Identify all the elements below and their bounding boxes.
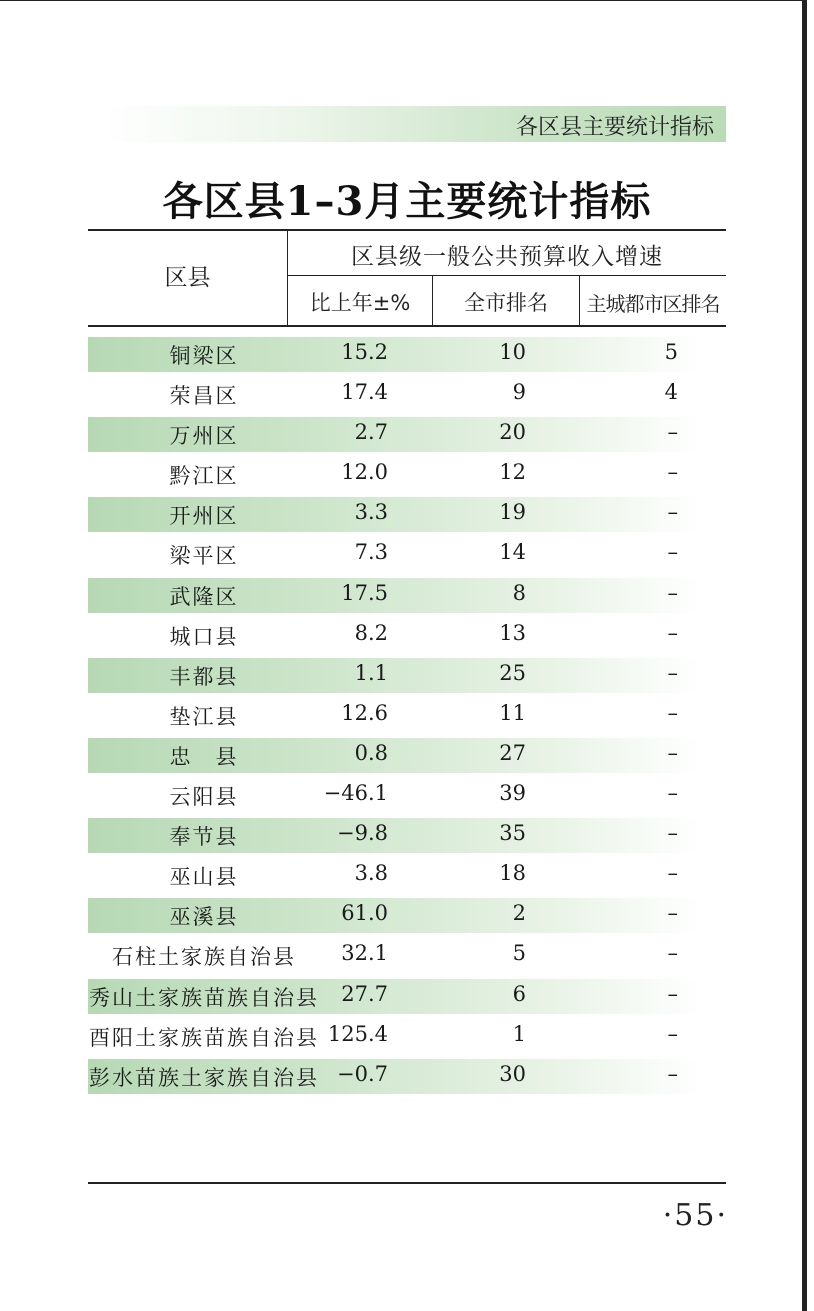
district-name-cell: 奉节县 — [169, 825, 239, 850]
city-rank-cell: 9 — [512, 380, 526, 405]
main-city-rank-cell: – — [667, 740, 678, 765]
table-row — [88, 377, 726, 417]
header-growth-percent: 比上年±% — [309, 291, 411, 315]
growth-percent-cell: 2.7 — [354, 420, 388, 445]
main-city-rank-cell: – — [667, 981, 678, 1006]
city-rank-cell: 12 — [499, 460, 526, 485]
city-rank-cell: 20 — [499, 420, 526, 445]
table-row — [88, 537, 726, 577]
city-rank-cell: 35 — [499, 821, 526, 846]
table-row — [88, 457, 726, 497]
main-city-rank-cell: – — [667, 700, 678, 725]
district-name-cell: 秀山土家族苗族自治县 — [89, 985, 319, 1010]
city-rank-cell: 10 — [499, 340, 526, 364]
growth-percent-cell: 12.6 — [341, 700, 388, 725]
district-name-cell: 城口县 — [169, 624, 239, 649]
header-bottom-rule — [88, 325, 726, 327]
growth-percent-cell: 17.5 — [341, 580, 388, 605]
district-name-cell: 黔江区 — [169, 464, 239, 489]
main-city-rank-cell: – — [667, 460, 678, 485]
city-rank-cell: 13 — [499, 620, 526, 645]
district-name-cell: 垫江县 — [169, 704, 239, 729]
main-city-rank-cell: – — [667, 580, 678, 605]
city-rank-cell: 5 — [512, 941, 526, 966]
main-city-rank-cell: – — [667, 660, 678, 685]
main-city-rank-cell: – — [667, 1061, 678, 1086]
main-city-rank-cell: – — [667, 861, 678, 886]
district-name-cell: 忠 县 — [169, 744, 239, 769]
header-mid-rule — [288, 275, 726, 276]
district-name-cell: 铜梁区 — [169, 344, 239, 368]
table-row — [88, 738, 726, 778]
district-name-cell: 石柱土家族自治县 — [112, 945, 296, 970]
district-name-cell: 彭水苗族土家族自治县 — [89, 1065, 319, 1090]
main-city-rank-cell: – — [667, 420, 678, 445]
table-row — [88, 658, 726, 698]
growth-percent-cell: 15.2 — [341, 340, 388, 364]
main-city-rank-cell: – — [667, 821, 678, 846]
growth-percent-cell: −0.7 — [337, 1061, 388, 1086]
city-rank-cell: 18 — [499, 861, 526, 886]
main-city-rank-cell: – — [667, 1021, 678, 1046]
table-body — [88, 337, 726, 1099]
growth-percent-cell: 17.4 — [341, 380, 388, 405]
growth-percent-cell: −46.1 — [323, 781, 388, 806]
growth-percent-cell: 0.8 — [354, 740, 388, 765]
district-name-cell: 武隆区 — [169, 584, 239, 609]
growth-percent-cell: 61.0 — [341, 901, 388, 926]
header-budget-growth: 区县级一般公共预算收入增速 — [351, 244, 663, 270]
table-row — [88, 898, 726, 938]
growth-percent-cell: 125.4 — [327, 1021, 388, 1046]
growth-percent-cell: −9.8 — [337, 821, 388, 846]
table-row — [88, 1019, 726, 1059]
district-name-cell: 酉阳土家族苗族自治县 — [89, 1025, 319, 1050]
table-row — [88, 618, 726, 658]
growth-percent-cell: 3.8 — [354, 861, 388, 886]
city-rank-cell: 11 — [499, 700, 526, 725]
table-row — [88, 337, 726, 377]
main-city-rank-cell: – — [667, 901, 678, 926]
city-rank-cell: 27 — [499, 740, 526, 765]
main-city-rank-cell: – — [667, 941, 678, 966]
city-rank-cell: 2 — [512, 901, 526, 926]
table-row — [88, 578, 726, 618]
page-title: 各区县1–3月主要统计指标 — [162, 178, 652, 225]
main-city-rank-cell: – — [667, 620, 678, 645]
table-row — [88, 938, 726, 978]
main-city-rank-cell: 5 — [664, 340, 678, 364]
growth-percent-cell: 7.3 — [354, 540, 388, 565]
city-rank-cell: 19 — [499, 500, 526, 525]
table-row — [88, 417, 726, 457]
table-row — [88, 698, 726, 738]
city-rank-cell: 30 — [499, 1061, 526, 1086]
header-main-city-rank: 主城都市区排名 — [586, 292, 720, 316]
page-number: ·55· — [662, 1198, 728, 1233]
header-city-rank: 全市排名 — [464, 291, 548, 315]
table-row — [88, 818, 726, 858]
main-city-rank-cell: – — [667, 540, 678, 565]
table-row — [88, 979, 726, 1019]
footer-rule — [88, 1182, 726, 1184]
district-name-cell: 丰都县 — [169, 664, 239, 689]
city-rank-cell: 39 — [499, 781, 526, 806]
district-name-cell: 巫山县 — [169, 865, 239, 890]
city-rank-cell: 8 — [512, 580, 526, 605]
city-rank-cell: 25 — [499, 660, 526, 685]
growth-percent-cell: 1.1 — [354, 660, 388, 685]
district-name-cell: 云阳县 — [169, 785, 239, 810]
district-name-cell: 开州区 — [169, 504, 239, 529]
table-top-rule — [88, 229, 726, 231]
section-label: 各区县主要统计指标 — [515, 115, 714, 140]
growth-percent-cell: 12.0 — [341, 460, 388, 485]
growth-percent-cell: 32.1 — [341, 941, 388, 966]
district-name-cell: 荣昌区 — [169, 384, 239, 409]
table-row — [88, 497, 726, 537]
table-row — [88, 778, 726, 818]
city-rank-cell: 6 — [512, 981, 526, 1006]
district-name-cell: 梁平区 — [169, 544, 239, 569]
main-city-rank-cell: – — [667, 500, 678, 525]
growth-percent-cell: 8.2 — [354, 620, 388, 645]
section-header-band — [100, 106, 726, 142]
header-district: 区县 — [164, 265, 211, 291]
table-row — [88, 1059, 726, 1099]
table-row — [88, 858, 726, 898]
main-city-rank-cell: – — [667, 781, 678, 806]
main-city-rank-cell: 4 — [664, 380, 678, 405]
city-rank-cell: 14 — [499, 540, 526, 565]
growth-percent-cell: 27.7 — [341, 981, 388, 1006]
district-name-cell: 巫溪县 — [169, 905, 239, 930]
city-rank-cell: 1 — [512, 1021, 526, 1046]
district-name-cell: 万州区 — [169, 424, 239, 449]
growth-percent-cell: 3.3 — [354, 500, 388, 525]
